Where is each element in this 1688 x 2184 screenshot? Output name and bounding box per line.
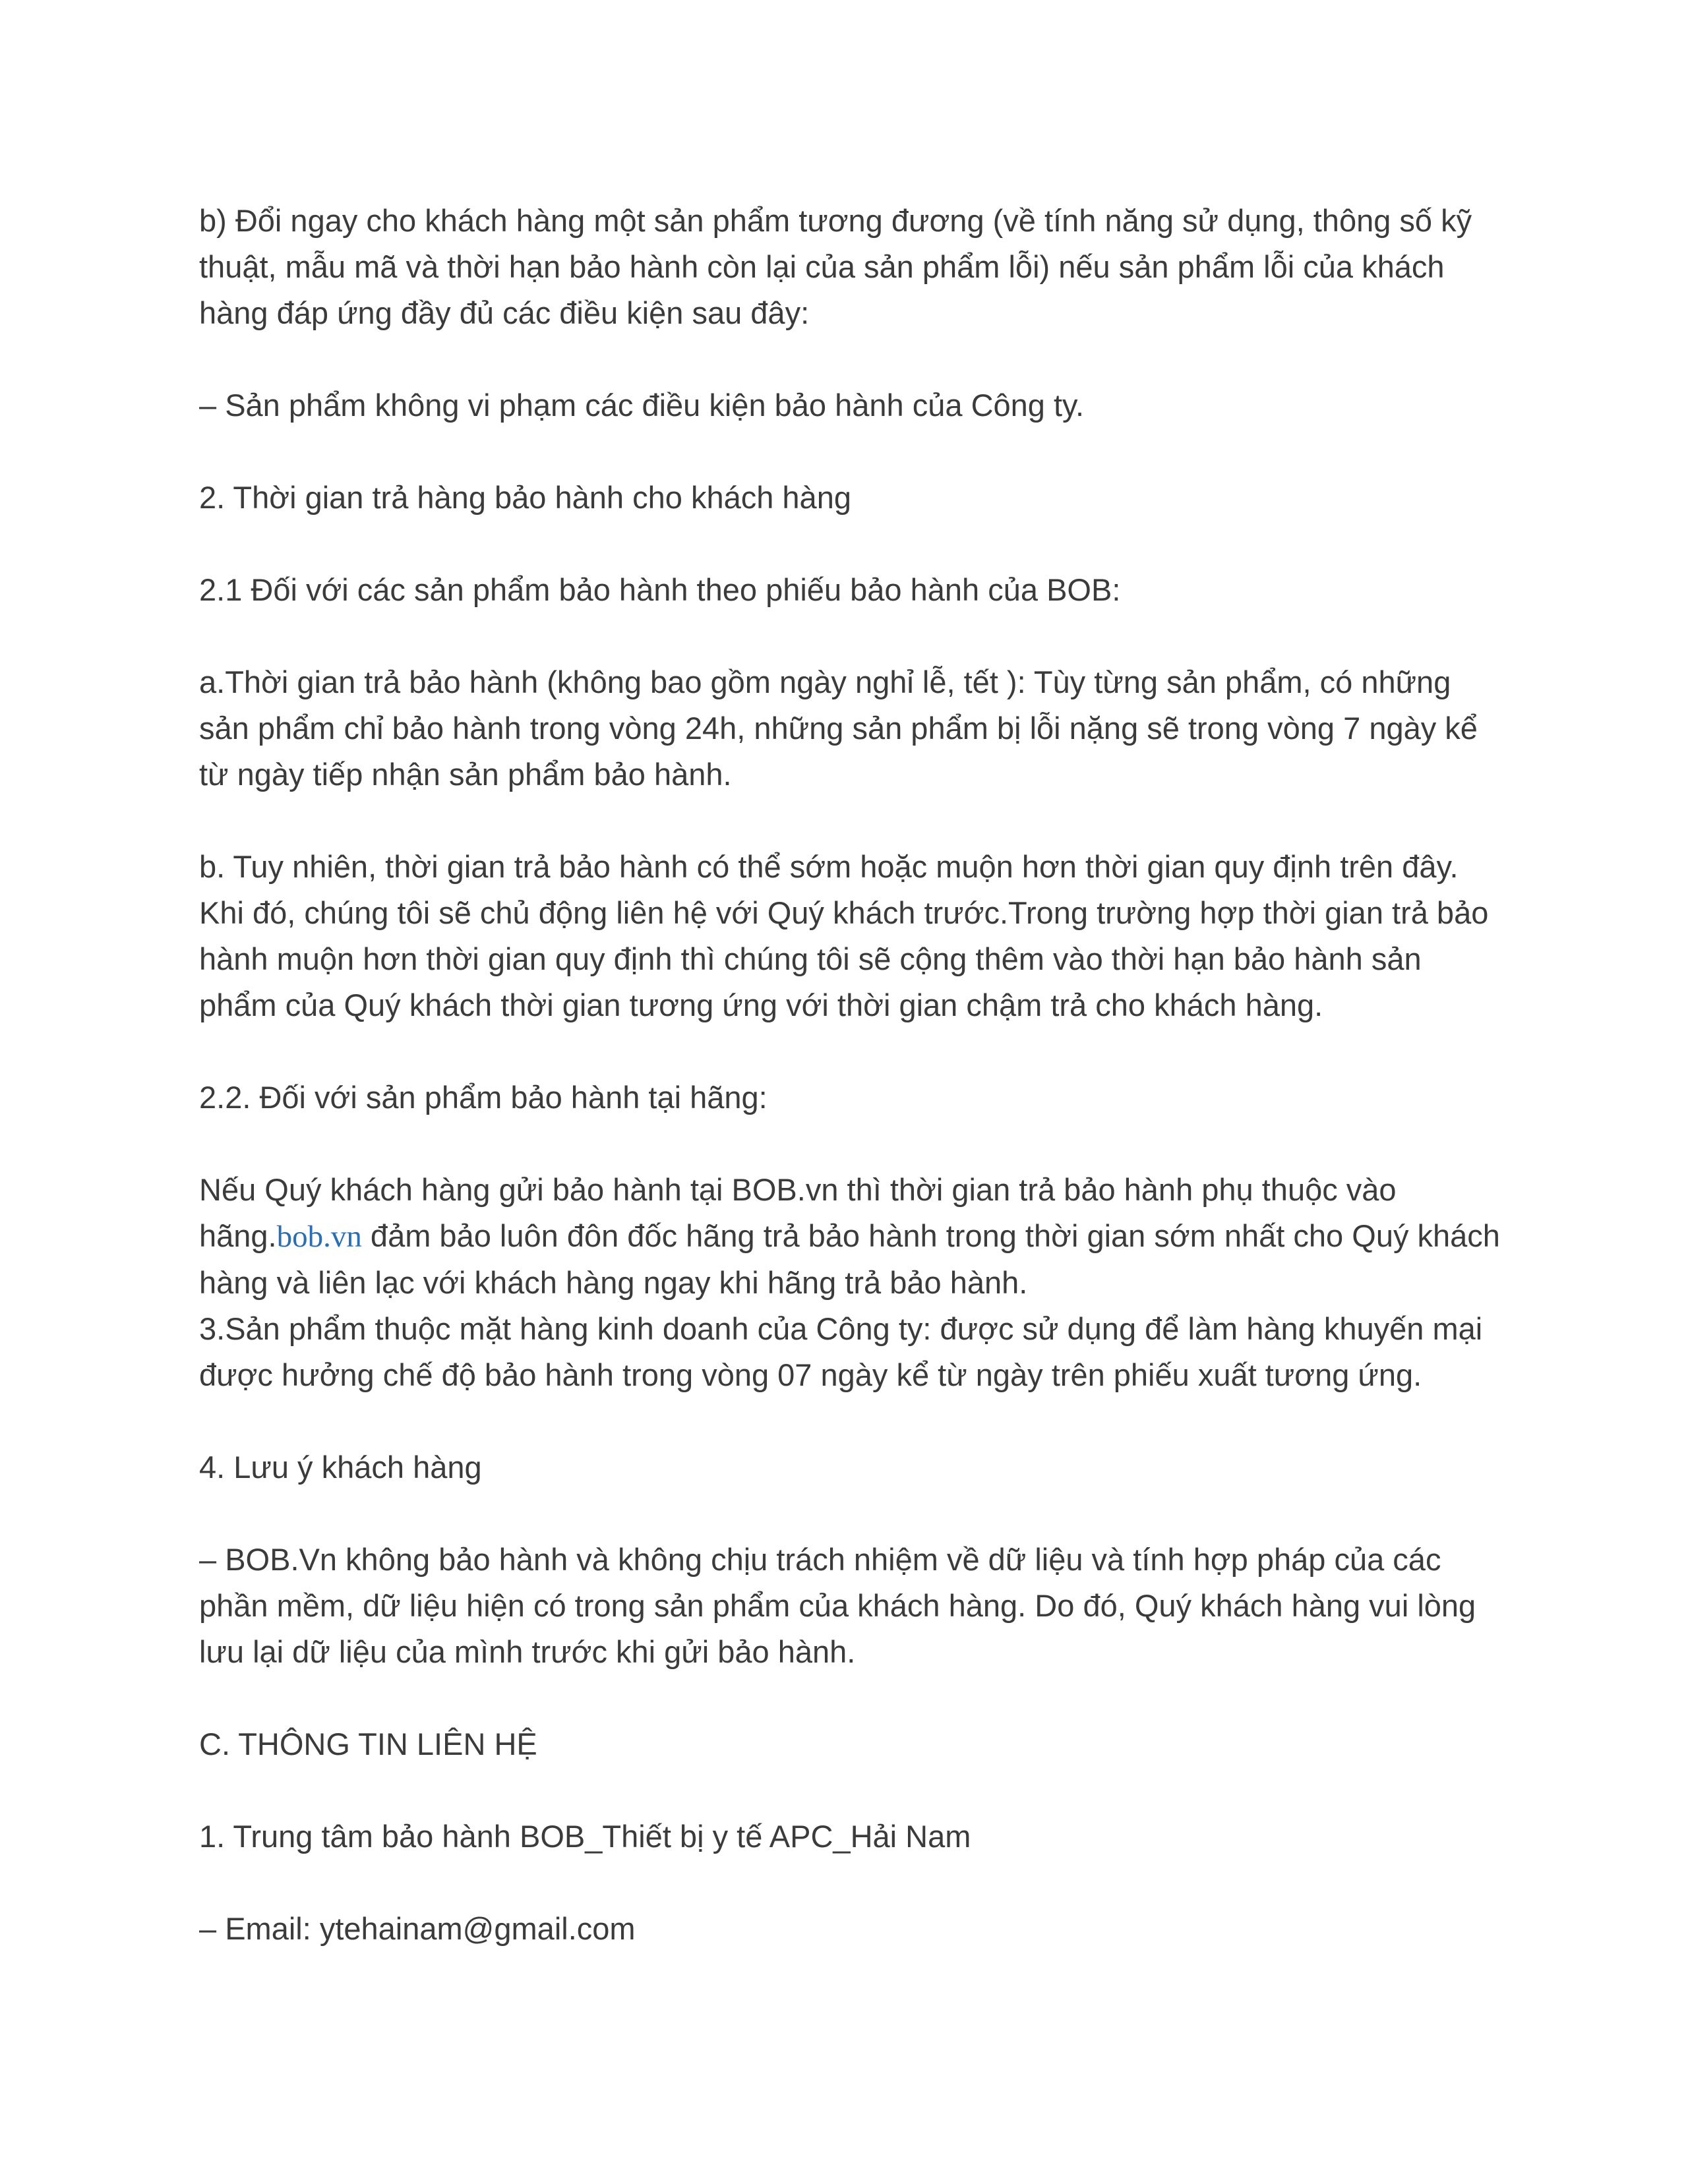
heading-return-time: 2. Thời gian trả hàng bảo hành cho khách hàng (199, 480, 851, 515)
paragraph-warranty-center: 1. Trung tâm bảo hành BOB_Thiết bị y tế APC_Hải Nam (199, 1819, 971, 1854)
document-body (199, 198, 1505, 1998)
paragraph-exchange-policy: b) Đổi ngay cho khách hàng một sản phẩm tương đương (về tính năng sử dụng, thông số kỹ thuật, mẫu mã và thời hạn bảo hành còn lại của sản phẩm lỗi) nếu sản phẩm lỗi của khách hàng đáp ứng đầy đủ các điều kiện sau đây: (199, 203, 1472, 330)
paragraph-email: – Email: ytehainam@gmail.com (199, 1911, 636, 1946)
paragraph-manufacturer (199, 1167, 1505, 1306)
manufacturer-text-before: Nếu Quý khách hàng gửi bảo hành tại BOB.vn thì thời gian trả bảo hành phụ thuộc vào hãng. (199, 1172, 1397, 1253)
paragraph-return-time-a: a.Thời gian trả bảo hành (không bao gồm ngày nghỉ lễ, tết ): Tùy từng sản phẩm, có những sản phẩm chỉ bảo hành trong vòng 24h, những sản phẩm bị lỗi nặng sẽ trong vòng 7 ngày kể từ ngày tiếp nhận sản phẩm bảo hành. (199, 664, 1478, 792)
bob-vn-link[interactable]: bob.vn (276, 1220, 362, 1254)
manufacturer-text-after: đảm bảo luôn đôn đốc hãng trả bảo hành trong thời gian sớm nhất cho Quý khách hàng và liên lạc với khách hàng ngay khi hãng trả bảo hành. (199, 1218, 1500, 1300)
paragraph-data-disclaimer: – BOB.Vn không bảo hành và không chịu trách nhiệm về dữ liệu và tính hợp pháp của các phần mềm, dữ liệu hiện có trong sản phẩm của khách hàng. Do đó, Quý khách hàng vui lòng lưu lại dữ liệu của mình trước khi gửi bảo hành. (199, 1542, 1476, 1669)
paragraph-promotional-products: 3.Sản phẩm thuộc mặt hàng kinh doanh của Công ty: được sử dụng để làm hàng khuyến mại được hưởng chế độ bảo hành trong vòng 07 ngày kể từ ngày trên phiếu xuất tương ứng. (199, 1311, 1483, 1392)
heading-contact-info: C. THÔNG TIN LIÊN HỆ (199, 1727, 537, 1761)
paragraph-return-time-b: b. Tuy nhiên, thời gian trả bảo hành có thể sớm hoặc muộn hơn thời gian quy định trên đây. Khi đó, chúng tôi sẽ chủ động liên hệ với Quý khách trước.Trong trường hợp thời gian trả bảo hành muộn hơn thời gian quy định thì chúng tôi sẽ cộng thêm vào thời hạn bảo hành sản phẩm của Quý khách thời gian tương ứng với thời gian chậm trả cho khách hàng. (199, 849, 1489, 1022)
paragraph-condition: – Sản phẩm không vi phạm các điều kiện bảo hành của Công ty. (199, 388, 1085, 423)
heading-manufacturer-warranty: 2.2. Đối với sản phẩm bảo hành tại hãng: (199, 1080, 768, 1115)
heading-warranty-card: 2.1 Đối với các sản phẩm bảo hành theo phiếu bảo hành của BOB: (199, 572, 1121, 607)
heading-customer-note: 4. Lưu ý khách hàng (199, 1450, 482, 1485)
